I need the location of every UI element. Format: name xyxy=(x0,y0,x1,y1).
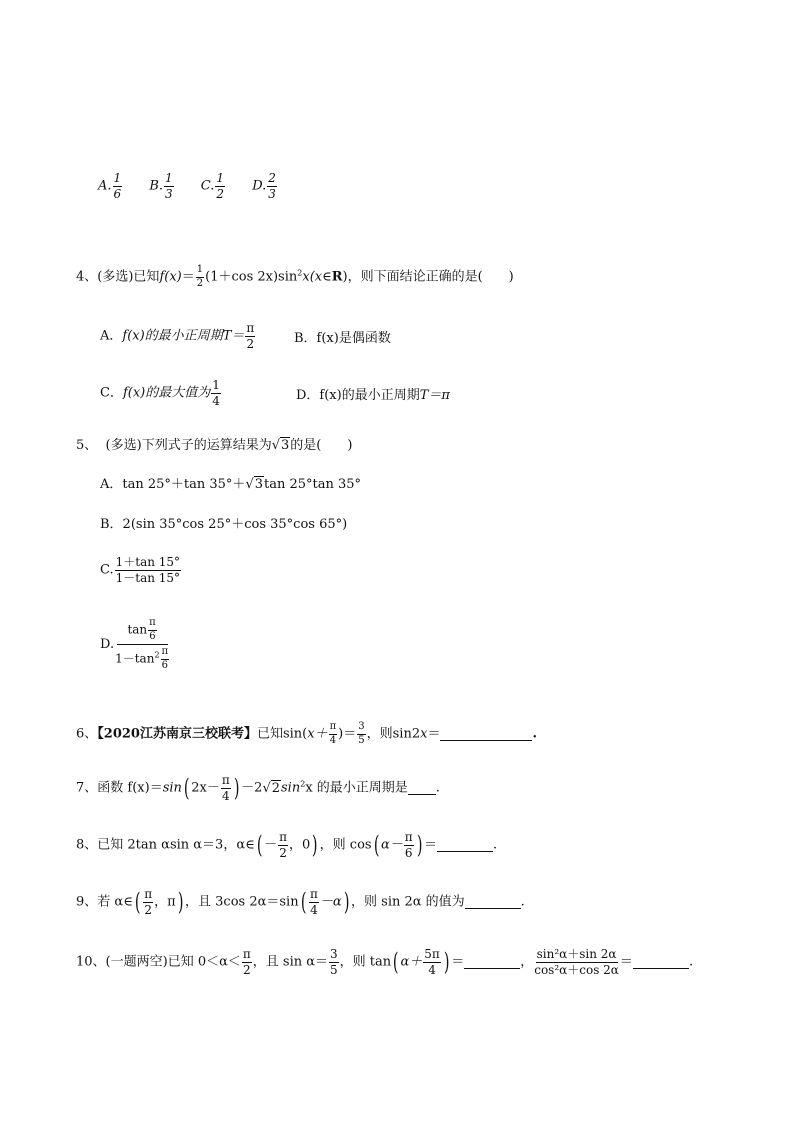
q3-option-b: B. $\frac{1}{3}$ xyxy=(149,171,173,201)
q10: 10、(一题两空)已知 0＜α＜ $\frac{\pi}{2}$ ，且 sin α＝ $\frac{3}{5}$ ，则 tan( α＋ $\frac{5\pi}{4}$ ) ＝ ， $\frac{\text{sin²α＋sin 2α}}{\text{cos²α＋cos 2α}}$ ＝ . xyxy=(76,947,694,977)
q8: 8、已知 2tan αsin α＝3，α∈( － $\frac{\pi}{2}$ ，0) ，则 cos( α－ $\frac{\pi}{6}$ ) ＝ . xyxy=(76,830,498,860)
sqrt-symbol: √3 xyxy=(271,438,290,453)
q4-option-c: C．f(x)的最大值为 $\frac{1}{4}$ xyxy=(100,378,220,408)
q4-option-d: D．f(x)的最小正周期T＝π xyxy=(296,388,450,403)
q4-stem: 4、(多选)已知f(x)＝ $\frac{1}{2}$ (1＋cos $2x)\sin^2x(x\in R)$，则下面结论正确的是( ) xyxy=(76,264,514,289)
q10-answer-blank-1[interactable] xyxy=(464,968,520,969)
q6-answer-blank[interactable] xyxy=(440,740,532,741)
q10-answer-blank-2[interactable] xyxy=(633,968,689,969)
q9: 9、若 α∈( $\frac{\pi}{2}$ ，π) ，且 3cos 2α＝sin( $\frac{\pi}{4}$ －α) ，则 sin 2α 的值为 . xyxy=(76,887,525,917)
q3-options xyxy=(98,172,300,200)
q8-answer-blank[interactable] xyxy=(437,851,493,852)
q9-answer-blank[interactable] xyxy=(465,908,521,909)
q5-option-d: D. tan $\frac{\pi}{6}$ $1-\tan^2$ $\frac{\pi}{6}$ xyxy=(100,617,169,671)
q3-option-a: A. $\frac{1}{6}$ xyxy=(98,171,122,201)
q7: 7、函数 f(x)＝sin( 2x－ $\frac{\pi}{4}$ ) $-2√2\sin^2x$ 的最小正周期是 . xyxy=(76,773,440,803)
q3-option-d: D. $\frac{2}{3}$ xyxy=(252,171,276,201)
q3-option-c: C. $\frac{1}{2}$ xyxy=(200,171,225,201)
q5-option-c: C. $\frac{1+\tan 15^\circ}{1-\tan 15^\circ}$ xyxy=(100,555,181,585)
q6: 6、【2020江苏南京三校联考】已知sin(x＋ $\frac{\pi}{4}$ )＝ $\frac{3}{5}$ ，则sin2x＝ . xyxy=(76,721,537,746)
q4-option-a: A．f(x)的最小正周期T＝ $\frac{\pi}{2}$ xyxy=(100,321,255,351)
q5-option-a: A．tan 25°＋tan 35°＋√3tan 25°tan 35° xyxy=(100,477,362,492)
q5-stem: 5、 (多选)下列式子的运算结果为√3的是( ) xyxy=(76,438,353,453)
q5-option-b: B．2(sin 35°cos 25°＋cos 35°cos 65°) xyxy=(100,517,348,532)
q4-option-b: B．f(x)是偶函数 xyxy=(294,331,391,346)
q7-answer-blank[interactable] xyxy=(408,794,436,795)
